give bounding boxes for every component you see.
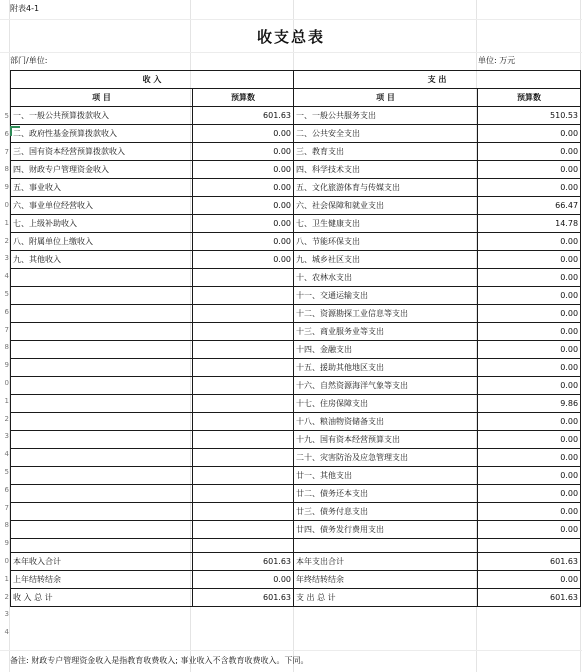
income-item-cell: 一、一般公共预算拨款收入 [11,107,193,125]
expense-total-label: 本年支出合计 [294,553,478,571]
table-row [11,215,581,233]
income-total-value: 601.63 [193,589,294,607]
expense-value-cell: 0.00 [478,485,581,503]
table-row [11,485,581,503]
income-value-cell [193,485,294,503]
table-row [11,449,581,467]
table-row [11,287,581,305]
income-value-cell [193,503,294,521]
table-row [11,341,581,359]
income-total-label: 上年结转结余 [11,571,193,589]
income-total-label: 收 入 总 计 [11,589,193,607]
income-value-cell [193,467,294,485]
row-number: 2 [4,236,9,245]
income-item-cell [11,521,193,539]
expense-item-cell: 十、农林水支出 [294,269,478,287]
table-row [11,359,581,377]
expense-item-cell: 六、社会保障和就业支出 [294,197,478,215]
income-item-cell [11,485,193,503]
table-row [11,377,581,395]
income-item-cell [11,359,193,377]
income-item-cell [11,395,193,413]
expense-header: 支 出 [294,71,581,89]
row-number: 5 [4,290,9,298]
row-number: 1 [4,574,9,583]
income-item-cell [11,449,193,467]
income-item-cell [11,467,193,485]
expense-value-cell: 0.00 [478,287,581,305]
income-value-cell [193,521,294,539]
income-value-cell [193,449,294,467]
row-number: 1 [4,396,9,405]
expense-item-cell: 十五、援助其他地区支出 [294,359,478,377]
expense-value-cell: 14.78 [478,215,581,233]
page-title: 收支总表 [256,28,325,46]
table-row [11,467,581,485]
expense-budget-header: 预算数 [478,89,581,107]
income-total-label: 本年收入合计 [11,553,193,571]
expense-item-cell: 四、科学技术支出 [294,161,478,179]
expense-item-cell: 七、卫生健康支出 [294,215,478,233]
expense-item-cell: 五、文化旅游体育与传媒支出 [294,179,478,197]
table-row [11,431,581,449]
expense-total-value: 0.00 [478,571,581,589]
expense-value-cell: 0.00 [478,341,581,359]
income-value-cell [193,305,294,323]
income-item-cell: 三、国有资本经营预算拨款收入 [11,143,193,161]
income-item-cell: 五、事业收入 [11,179,193,197]
table-row [11,323,581,341]
income-value-cell: 0.00 [193,215,294,233]
expense-value-cell: 0.00 [478,251,581,269]
income-header: 收 入 [11,71,294,89]
income-item-cell: 七、上级补助收入 [11,215,193,233]
income-value-cell [193,323,294,341]
income-item-cell [11,341,193,359]
expense-item-cell: 十四、金融支出 [294,341,478,359]
expense-value-cell: 0.00 [478,359,581,377]
expense-value-cell: 0.00 [478,269,581,287]
row-number: 0 [4,379,9,387]
row-number: 7 [4,147,9,156]
income-item-cell: 九、其他收入 [11,251,193,269]
row-number: 9 [4,183,9,192]
row-number: 0 [4,201,9,209]
expense-value-cell: 510.53 [478,107,581,125]
income-value-cell [193,431,294,449]
expense-value-cell: 0.00 [478,125,581,143]
blank-cell [294,539,478,553]
expense-item-cell: 廿三、债务付息支出 [294,503,478,521]
expense-value-cell: 0.00 [478,143,581,161]
income-value-cell: 0.00 [193,233,294,251]
row-number: 4 [4,450,9,459]
expense-value-cell: 0.00 [478,377,581,395]
section-header-row [11,71,581,89]
expense-value-cell: 0.00 [478,521,581,539]
blank-cell [11,539,193,553]
income-value-cell [193,377,294,395]
expense-total-label: 年终结转结余 [294,571,478,589]
table-row [11,197,581,215]
expense-value-cell: 9.86 [478,395,581,413]
income-item-cell [11,413,193,431]
row-number: 5 [4,468,9,476]
income-item-cell [11,323,193,341]
row-number: 2 [4,414,9,423]
income-item-cell [11,503,193,521]
row-number: 3 [4,610,9,619]
table-row [11,521,581,539]
income-item-cell: 六、事业单位经营收入 [11,197,193,215]
income-item-cell [11,287,193,305]
income-value-cell [193,269,294,287]
expense-item-cell: 八、节能环保支出 [294,233,478,251]
blank-cell [478,539,581,553]
row-number: 6 [4,307,9,316]
footnote: 备注: 财政专户管理资金收入是指教育收费收入; 事业收入不含教育收费收入。下同。 [10,656,309,665]
budget-table-body [11,71,581,607]
row-number: 3 [4,254,9,263]
income-value-cell [193,413,294,431]
income-value-cell: 601.63 [193,107,294,125]
income-total-value: 0.00 [193,571,294,589]
income-item-cell [11,377,193,395]
table-row [11,251,581,269]
expense-item-cell: 二、公共安全支出 [294,125,478,143]
expense-value-cell: 0.00 [478,431,581,449]
expense-value-cell: 0.00 [478,449,581,467]
expense-total-label: 支 出 总 计 [294,589,478,607]
row-number: 1 [4,218,9,227]
income-item-cell [11,431,193,449]
expense-item-header: 项 目 [294,89,478,107]
expense-item-cell: 十七、住房保障支出 [294,395,478,413]
expense-item-cell: 十三、商业服务业等支出 [294,323,478,341]
row-number: 5 [4,112,9,120]
budget-table [10,70,581,607]
year-total-row [11,553,581,571]
expense-value-cell: 0.00 [478,179,581,197]
cell-marker [10,126,20,136]
table-row [11,161,581,179]
income-value-cell [193,395,294,413]
row-number: 8 [4,521,9,530]
expense-item-cell: 九、城乡社区支出 [294,251,478,269]
column-header-row [11,89,581,107]
income-budget-header: 预算数 [193,89,294,107]
row-number: 4 [4,272,9,281]
table-row [11,413,581,431]
income-value-cell: 0.00 [193,161,294,179]
expense-value-cell: 66.47 [478,197,581,215]
income-item-cell: 二、政府性基金预算拨款收入 [11,125,193,143]
expense-total-value: 601.63 [478,553,581,571]
income-value-cell [193,341,294,359]
row-number: 9 [4,539,9,548]
income-value-cell: 0.00 [193,125,294,143]
row-number: 0 [4,557,9,565]
row-number: 6 [4,485,9,494]
attachment-label: 附表4-1 [10,4,40,13]
income-value-cell: 0.00 [193,143,294,161]
income-item-cell [11,269,193,287]
row-number: 7 [4,325,9,334]
expense-item-cell: 二十、灾害防治及应急管理支出 [294,449,478,467]
expense-item-cell: 十一、交通运输支出 [294,287,478,305]
expense-value-cell: 0.00 [478,413,581,431]
expense-item-cell: 廿二、债务还本支出 [294,485,478,503]
expense-value-cell: 0.00 [478,161,581,179]
expense-value-cell: 0.00 [478,467,581,485]
income-item-cell [11,305,193,323]
row-number: 2 [4,592,9,601]
expense-value-cell: 0.00 [478,233,581,251]
row-number: 9 [4,361,9,370]
expense-value-cell: 0.00 [478,305,581,323]
expense-item-cell: 廿四、债务发行费用支出 [294,521,478,539]
table-row [11,269,581,287]
income-item-cell: 八、附属单位上缴收入 [11,233,193,251]
income-value-cell [193,287,294,305]
row-number: 3 [4,432,9,441]
expense-item-cell: 十六、自然资源海洋气象等支出 [294,377,478,395]
income-item-header: 项 目 [11,89,193,107]
row-number: 4 [4,628,9,637]
expense-item-cell: 廿一、其他支出 [294,467,478,485]
income-item-cell: 四、财政专户管理资金收入 [11,161,193,179]
dept-label: 部门/单位: [10,56,48,65]
income-total-value: 601.63 [193,553,294,571]
expense-item-cell: 十九、国有资本经营预算支出 [294,431,478,449]
expense-item-cell: 三、教育支出 [294,143,478,161]
expense-total-value: 601.63 [478,589,581,607]
blank-cell [193,539,294,553]
table-row [11,395,581,413]
row-number: 8 [4,343,9,352]
expense-item-cell: 十二、资源勘探工业信息等支出 [294,305,478,323]
income-value-cell [193,359,294,377]
table-row [11,305,581,323]
table-row [11,233,581,251]
income-value-cell: 0.00 [193,197,294,215]
expense-value-cell: 0.00 [478,323,581,341]
table-row [11,179,581,197]
unit-label: 单位: 万元 [478,56,516,65]
grand-total-row [11,589,581,607]
table-row [11,125,581,143]
table-row [11,107,581,125]
table-row [11,503,581,521]
income-value-cell: 0.00 [193,251,294,269]
expense-value-cell: 0.00 [478,503,581,521]
row-number: 7 [4,503,9,512]
expense-item-cell: 十八、粮油物资储备支出 [294,413,478,431]
income-value-cell: 0.00 [193,179,294,197]
table-row [11,143,581,161]
carryover-row [11,571,581,589]
row-number: 8 [4,165,9,174]
row-number: 6 [4,129,9,138]
spacer-row [11,539,581,553]
expense-item-cell: 一、一般公共服务支出 [294,107,478,125]
